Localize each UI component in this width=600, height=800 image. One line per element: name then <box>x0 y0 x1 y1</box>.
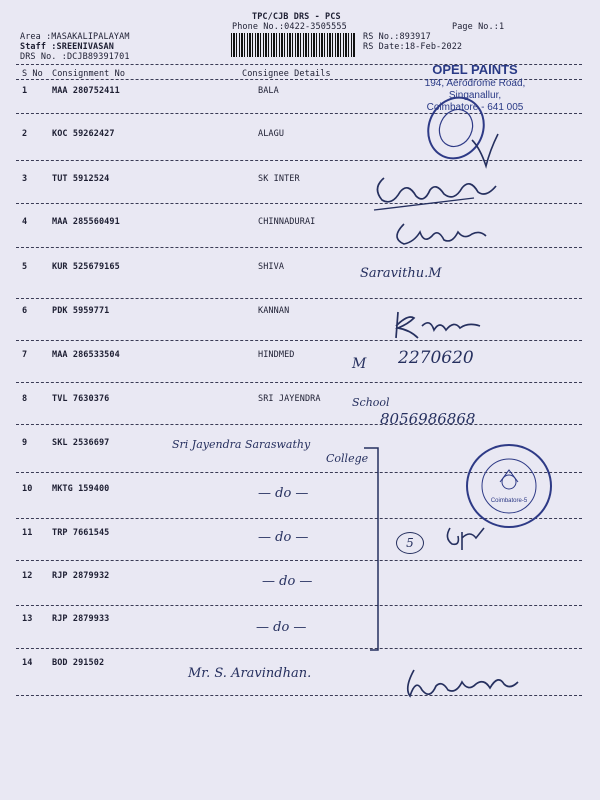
row-9-sno: 9 <box>22 438 28 448</box>
row-14-name: Mr. S. Aravindhan. <box>188 666 312 681</box>
row-9-note-2: College <box>326 452 369 465</box>
row-1-consignment: MAA 280752411 <box>52 86 120 96</box>
row-1-sno: 1 <box>22 86 28 96</box>
row-3-sno: 3 <box>22 174 28 184</box>
ditto-row-12: — do — <box>262 574 313 589</box>
area-label: Area :MASAKALIPALAYAM <box>20 32 130 42</box>
row-5-consignee: SHIVA <box>258 262 285 272</box>
row-divider <box>16 648 582 649</box>
page-number: Page No.:1 <box>452 22 505 32</box>
row-7-number: 2270620 <box>398 348 474 368</box>
row-divider <box>16 298 582 299</box>
row-4-sno: 4 <box>22 217 28 227</box>
row-13-sno: 13 <box>22 614 33 624</box>
barcode <box>231 33 355 57</box>
row-3-consignment: TUT 5912524 <box>52 174 110 184</box>
row-7-consignee: HINDMED <box>258 350 295 360</box>
row-2-consignee: ALAGU <box>258 129 285 139</box>
stamp-company-name: OPEL PAINTS <box>432 62 518 77</box>
row-8-sno: 8 <box>22 394 28 404</box>
row-7-consignment: MAA 286533504 <box>52 350 120 360</box>
row-divider <box>16 605 582 606</box>
stamp-address-3: Coimbatore - 641 005 <box>426 102 524 113</box>
circled-count: 5 <box>396 532 424 554</box>
row-divider <box>16 247 582 248</box>
ditto-row-11: — do — <box>258 530 309 545</box>
row-7-prefix: M <box>352 356 367 372</box>
row-8-consignment: TVL 7630376 <box>52 394 110 404</box>
row-divider <box>16 382 582 383</box>
row-divider <box>16 340 582 341</box>
drs-number: DRS No. :DCJB89391701 <box>20 52 130 62</box>
row-3-consignee: SK INTER <box>258 174 300 184</box>
row-6-consignment: PDK 5959771 <box>52 306 110 316</box>
row-8-consignee: SRI JAYENDRA <box>258 394 321 404</box>
row-5-sno: 5 <box>22 262 28 272</box>
signature-row-4 <box>390 218 490 250</box>
signature-row-5: Saravithu.M <box>360 266 442 281</box>
svg-text:Coimbatore-5: Coimbatore-5 <box>490 498 528 504</box>
staff-label: Staff :SREENIVASAN <box>20 42 114 52</box>
row-8-phone: 8056986868 <box>380 410 476 428</box>
row-10-sno: 10 <box>22 484 33 494</box>
signature-row-6 <box>388 308 488 342</box>
bracket-line <box>360 444 390 654</box>
row-4-consignee: CHINNADURAI <box>258 217 316 227</box>
row-4-consignment: MAA 285560491 <box>52 217 120 227</box>
col-consignee: Consignee Details <box>242 69 331 79</box>
checkmark-icon <box>470 130 500 170</box>
row-7-sno: 7 <box>22 350 28 360</box>
doc-title: TPC/CJB DRS - PCS <box>252 12 341 22</box>
rs-date: RS Date:18-Feb-2022 <box>363 42 463 52</box>
row-12-consignment: RJP 2879932 <box>52 571 110 581</box>
row-divider <box>16 560 582 561</box>
round-seal-college <box>466 444 552 528</box>
col-sno: S No <box>22 69 43 79</box>
stamp-address-1: 194, Aerodrome Road, <box>424 78 526 89</box>
row-8-school: School <box>352 396 390 409</box>
phone-number: Phone No.:0422-3505555 <box>232 22 347 32</box>
row-13-consignment: RJP 2879933 <box>52 614 110 624</box>
signature-row-14 <box>400 664 530 704</box>
row-2-sno: 2 <box>22 129 28 139</box>
row-9-note: Sri Jayendra Saraswathy <box>172 438 311 451</box>
rs-number: RS No.:893917 <box>363 32 431 42</box>
row-14-sno: 14 <box>22 658 33 668</box>
row-divider <box>16 113 582 114</box>
row-11-sno: 11 <box>22 528 33 538</box>
row-9-consignment: SKL 2536697 <box>52 438 110 448</box>
signature-row-3 <box>370 168 510 216</box>
seal-emblem-icon <box>468 446 550 526</box>
row-1-consignee: BALA <box>258 86 279 96</box>
row-14-consignment: BOD 291502 <box>52 658 105 668</box>
signature-row-11 <box>442 522 492 556</box>
row-12-sno: 12 <box>22 571 33 581</box>
ditto-row-13: — do — <box>256 620 307 635</box>
row-2-consignment: KOC 59262427 <box>52 129 115 139</box>
row-10-consignment: MKTG 159400 <box>52 484 110 494</box>
row-5-consignment: KUR 525679165 <box>52 262 120 272</box>
row-11-consignment: TRP 7661545 <box>52 528 110 538</box>
row-divider <box>16 424 582 425</box>
ditto-row-10: — do — <box>258 486 309 501</box>
row-6-consignee: KANNAN <box>258 306 290 316</box>
col-consignment: Consignment No <box>52 69 126 79</box>
row-6-sno: 6 <box>22 306 28 316</box>
stamp-address-2: Singanallur, <box>448 90 502 101</box>
